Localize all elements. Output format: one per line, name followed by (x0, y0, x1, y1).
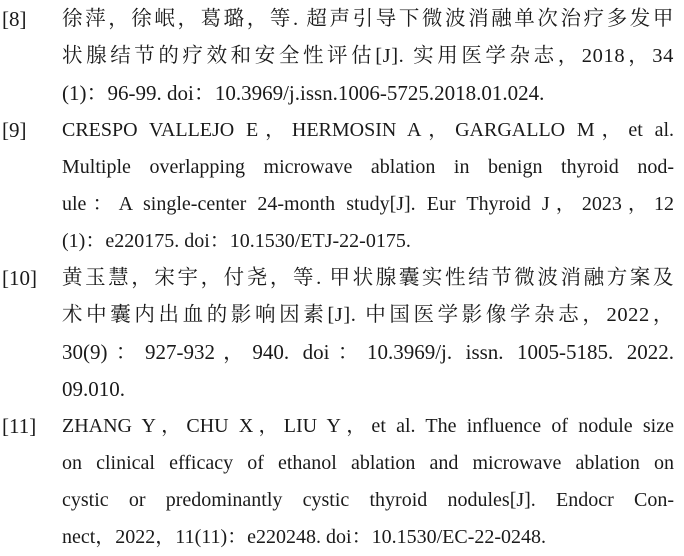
reference-text-line: 术中囊内出血的影响因素[J]. 中国医学影像学杂志，2022， (62, 304, 674, 326)
reference-text-line: 黄玉慧，宋宇，付尧，等. 甲状腺囊实性结节微波消融方案及 (62, 267, 674, 289)
reference-text-line: cystic or predominantly cystic thyroid nodules[J]. Endocr Con- (62, 489, 674, 511)
reference-text-line: Multiple overlapping microwave ablation in benign thyroid nod- (62, 156, 674, 178)
reference-text-line: ZHANG Y，CHU X，LIU Y，et al. The influence of nodule size (62, 415, 674, 437)
reference-item-9 (0, 112, 684, 260)
reference-item-8 (0, 1, 684, 112)
reference-item-11 (0, 408, 684, 556)
reference-text-line: ule：A single-center 24-month study[J]. Eur Thyroid J，2023，12 (62, 193, 674, 215)
reference-text-line: (1)：e220175. doi：10.1530/ETJ-22-0175. (62, 230, 411, 252)
reference-number: [11] (2, 414, 37, 438)
reference-text-line: 30(9)：927-932，940. doi：10.3969/j. issn. 1005-5185. 2022. (62, 340, 674, 364)
reference-item-10 (0, 260, 684, 408)
reference-text-line: CRESPO VALLEJO E，HERMOSIN A，GARGALLO M，et al. (62, 119, 674, 141)
reference-text-line: 状腺结节的疗效和安全性评估[J]. 实用医学杂志，2018，34 (62, 45, 674, 67)
reference-text-line: (1)：96-99. doi：10.3969/j.issn.1006-5725.2018.01.024. (62, 81, 545, 105)
reference-number: [9] (2, 118, 27, 142)
reference-text-line: 09.010. (62, 377, 125, 401)
reference-text-line: nect，2022，11(11)：e220248. doi：10.1530/EC-22-0248. (62, 526, 547, 548)
reference-number: [10] (2, 266, 37, 290)
reference-text-line: on clinical efficacy of ethanol ablation and microwave ablation on (62, 452, 674, 474)
reference-number: [8] (2, 7, 27, 31)
reference-text-line: 徐萍，徐岷，葛璐，等. 超声引导下微波消融单次治疗多发甲 (62, 8, 674, 30)
